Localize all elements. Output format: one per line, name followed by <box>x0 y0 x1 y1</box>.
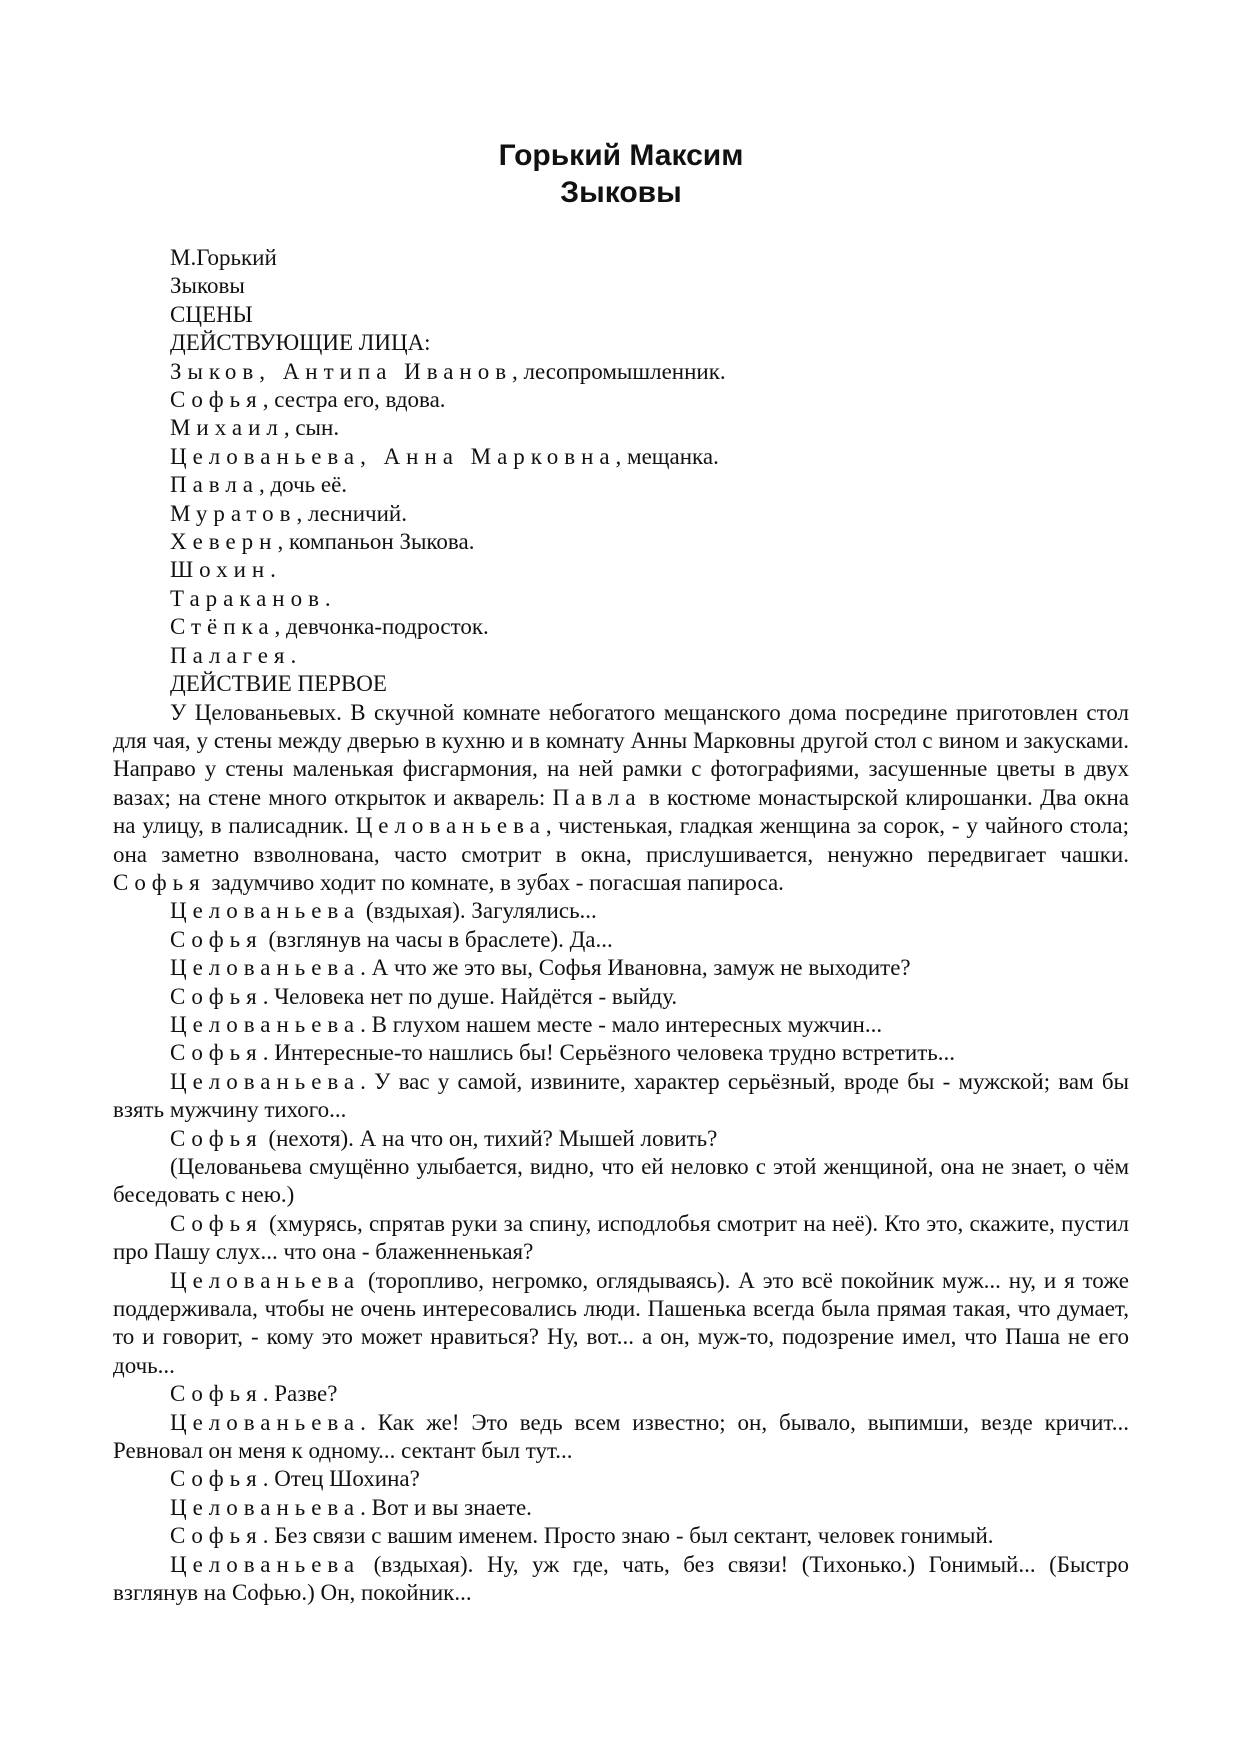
cast-name: Стёпка <box>170 614 275 640</box>
dialogue-line <box>113 926 1129 954</box>
speaker: Целованьева <box>170 1267 361 1293</box>
cast-desc: . <box>270 557 276 583</box>
cast-desc: , мещанка. <box>615 443 719 469</box>
cast-item <box>113 358 1129 386</box>
cast-item <box>113 528 1129 556</box>
document-body <box>113 244 1129 1608</box>
stage-text: , чистенькая, гладкая женщина за сорок, - у чайного стола; она заметно взволнована, часто смотрит в окна, прислушивается, ненужно передвигает чашки. <box>113 813 1130 867</box>
speech: (взглянув на часы в браслете). Да... <box>262 926 613 952</box>
cast-desc: , девчонка-подросток. <box>274 614 489 640</box>
cast-name: Хеверн <box>170 529 278 555</box>
dialogue-line <box>113 897 1129 925</box>
dialogue-line <box>113 1011 1129 1039</box>
speaker: Целованьева <box>170 898 361 924</box>
dialogue-line <box>113 1210 1129 1267</box>
title-heading: Зыковы <box>560 176 682 209</box>
cast-name: Целованьева, Анна Марковна <box>170 443 616 469</box>
speech: . Отец Шохина? <box>262 1466 420 1492</box>
speech: . А что же это вы, Софья Ивановна, замуж не выходите? <box>360 955 911 981</box>
author-line: М.Горький <box>170 245 277 270</box>
cast-item <box>113 471 1129 499</box>
dialogue-line <box>113 1125 1129 1153</box>
speech: . Как же! Это ведь всем известно; он, бывало, выпимши, везде кричит... Ревновал он меня к одному... сектант был тут... <box>113 1409 1129 1464</box>
speaker: Целованьева <box>170 1068 361 1094</box>
cast-desc: , дочь её. <box>258 472 348 498</box>
cast-heading: ДЕЙСТВУЮЩИЕ ЛИЦА: <box>170 330 431 356</box>
cast-list <box>113 358 1129 670</box>
cast-desc: , лесничий. <box>296 500 407 526</box>
stage-remark <box>113 1153 1129 1210</box>
stage-name: Софья <box>113 869 206 895</box>
speaker: Софья <box>170 1523 263 1549</box>
dialogue-line <box>113 983 1129 1011</box>
cast-item <box>113 642 1129 670</box>
speaker: Софья <box>170 983 263 1009</box>
speech: (хмурясь, спрятав руки за спину, исподлобья смотрит на неё). Кто это, скажите, пустил про Пашу слух... что она - блаженненькая? <box>113 1210 1129 1265</box>
cast-name: Муратов <box>170 500 297 526</box>
cast-item <box>113 500 1129 528</box>
speech: . Вот и вы знаете. <box>360 1494 532 1520</box>
cast-item <box>113 585 1129 613</box>
cast-item <box>113 613 1129 641</box>
dialogue-line <box>113 1380 1129 1408</box>
speaker: Софья <box>170 1040 263 1066</box>
speaker: Целованьева <box>170 1551 361 1577</box>
cast-desc: . <box>324 585 331 611</box>
cast-name: Михаил <box>170 415 284 441</box>
cast-name: Палагея <box>170 642 291 668</box>
title-line: Зыковы <box>170 273 245 299</box>
cast-desc: , сестра его, вдова. <box>262 387 446 413</box>
speech: . Разве? <box>262 1381 338 1407</box>
stage-text: У Целованьевых. В скучной комнате небогатого мещанского дома посредине приготовлен стол для чая, у стены между дверью в кухню и в комнату Анны Марковны другой стол с вином и закусками. Направо у стены маленькая фисгармония, на ней рамки с фотографиями, засушенные цветы в двух вазах; на стене много открыток и акварель: <box>113 699 1129 810</box>
document-header <box>0 137 1242 211</box>
speaker: Софья <box>170 926 263 952</box>
cast-item <box>113 386 1129 414</box>
dialogue-line <box>113 1267 1129 1381</box>
speech: . У вас у самой, извините, характер серьёзный, вроде бы - мужской; вам бы взять мужчину тихого... <box>113 1068 1129 1123</box>
speaker: Софья <box>170 1125 263 1151</box>
cast-name: Софья <box>170 387 263 413</box>
cast-name: Зыков, Антипа Иванов <box>170 358 513 384</box>
speech: . Человека нет по душе. Найдётся - выйду. <box>262 983 678 1009</box>
genre-line: СЦЕНЫ <box>170 301 253 327</box>
cast-item <box>113 443 1129 471</box>
speaker: Целованьева <box>170 955 361 981</box>
cast-item <box>113 414 1129 442</box>
speaker: Целованьева <box>170 1409 361 1435</box>
dialogue-line <box>113 1068 1129 1125</box>
dialogue-line <box>113 1039 1129 1067</box>
cast-desc: . <box>290 642 297 668</box>
cast-desc: , лесопромышленник. <box>512 358 726 384</box>
speaker: Софья <box>170 1466 263 1492</box>
speech: (торопливо, негромко, оглядываясь). А это всё покойник муж... ну, и я тоже поддерживала, чтобы не очень интересовались люди. Пашенька всегда была прямая такая, что думает, то и говорит, - кому это может нравиться? Ну, вот... а он, муж-то, подозрение имел, что Паша не его дочь... <box>113 1267 1129 1378</box>
cast-desc: , компаньон Зыкова. <box>277 529 475 555</box>
speech: (вздыхая). Загулялись... <box>360 898 597 924</box>
speech: (вздыхая). Ну, уж где, чать, без связи! (Тихонько.) Гонимый... (Быстро взглянув на Софью.) Он, покойник... <box>113 1551 1129 1606</box>
stage-text: в костюме монастырской клирошанки. Два окна на улицу, в палисадник. <box>113 784 1130 839</box>
dialogue-line <box>113 1551 1129 1608</box>
dialogue-line <box>113 1465 1129 1493</box>
stage-name: Целованьева <box>355 813 546 839</box>
stage-direction <box>113 699 1129 898</box>
stage-name: Павла <box>552 784 642 810</box>
speaker: Целованьева <box>170 1494 361 1520</box>
speech: . Интересные-то нашлись бы! Серьёзного человека трудно встретить... <box>262 1040 956 1066</box>
dialogue-line <box>113 1494 1129 1522</box>
author-heading: Горький Максим <box>498 139 744 172</box>
cast-name: Павла <box>170 472 259 498</box>
act-heading: ДЕЙСТВИЕ ПЕРВОЕ <box>170 671 387 697</box>
speech: (нехотя). А на что он, тихий? Мышей ловить? <box>262 1125 718 1151</box>
dialogue-line <box>113 954 1129 982</box>
cast-name: Шохин <box>170 557 271 583</box>
speech: . В глухом нашем месте - мало интересных мужчин... <box>360 1011 883 1037</box>
speaker: Софья <box>170 1381 263 1407</box>
speech: . Без связи с вашим именем. Просто знаю - был сектант, человек гонимый. <box>262 1523 994 1549</box>
stage-text: задумчиво ходит по комнате, в зубах - погасшая папироса. <box>205 869 784 895</box>
cast-item <box>113 556 1129 584</box>
speech: (Целованьева смущённо улыбается, видно, что ей неловко с этой женщиной, она не знает, о чём беседовать с нею.) <box>113 1154 1129 1208</box>
cast-name: Тараканов <box>170 585 325 611</box>
speaker: Целованьева <box>170 1011 361 1037</box>
dialogue-line <box>113 1409 1129 1466</box>
cast-desc: , сын. <box>283 415 340 441</box>
dialogue <box>113 897 1129 1607</box>
speaker: Софья <box>170 1210 263 1236</box>
dialogue-line <box>113 1522 1129 1550</box>
